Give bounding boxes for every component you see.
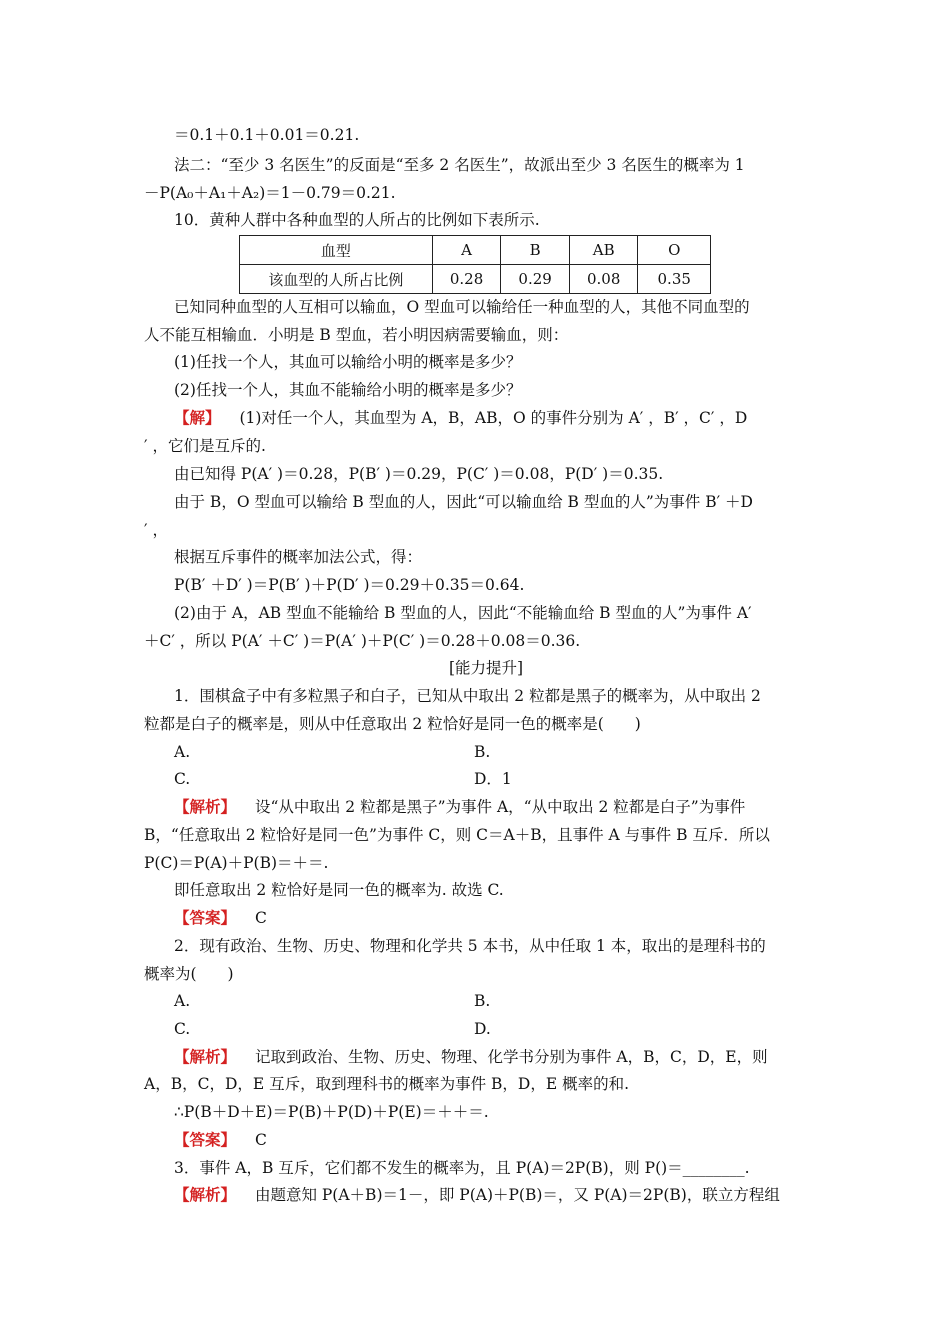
text-line: －P(A₀＋A₁＋A₂)＝1－0.79＝0.21. (144, 184, 396, 202)
text-line: 根据互斥事件的概率加法公式，得： (174, 548, 423, 566)
text-line: 粒都是白子的概率是，则从中任意取出 2 粒恰好是同一色的概率是( ) (144, 715, 641, 733)
text-line (174, 408, 747, 428)
text-line: B，“任意取出 2 粒恰好是同一色”为事件 C，则 C＝A＋B，且事件 A 与事件 B 互斥．所以 (144, 826, 770, 844)
option-a: A. (174, 992, 191, 1010)
answer-tag: 【答案】 (174, 908, 237, 927)
blood-type-table (239, 235, 711, 294)
table-cell: 0.35 (638, 265, 711, 294)
analysis-text: 记取到政治、生物、历史、物理、化学书分别为事件 A，B，C，D，E，则 (254, 1048, 768, 1066)
analysis-text: 设“从中取出 2 粒都是黑子”为事件 A，“从中取出 2 粒都是白子”为事件 (254, 798, 746, 816)
text-line (174, 797, 745, 817)
option-d: D．1 (474, 770, 512, 788)
table-cell: 0.28 (432, 265, 501, 294)
text-line: 人不能互相输血．小明是 B 型血，若小明因病需要输血，则： (144, 326, 569, 344)
text-line: 2．现有政治、生物、历史、物理和化学共 5 本书，从中任取 1 本，取出的是理科书的 (174, 937, 766, 955)
option-b: B. (474, 743, 491, 761)
text-line: (2)任找一个人，其血不能输给小明的概率是多少？ (174, 381, 522, 399)
text-line: ＝0.1＋0.1＋0.01＝0.21. (174, 126, 360, 144)
analysis-tag: 【解析】 (174, 797, 237, 816)
table-row (240, 265, 711, 294)
text-line: 由于 B，O 型血可以输给 B 型血的人，因此“可以输血给 B 型血的人”为事件 B′ ＋D (174, 493, 753, 511)
analysis-tag: 【解析】 (174, 1047, 237, 1066)
option-c: C. (174, 1020, 191, 1038)
text-line (174, 1130, 267, 1150)
text-line (174, 908, 267, 928)
answer-tag: 【答案】 (174, 1130, 237, 1149)
option-d: D. (474, 1020, 491, 1038)
text-line: 1．围棋盒子中有多粒黑子和白子，已知从中取出 2 粒都是黑子的概率为，从中取出 2 (174, 687, 761, 705)
solution-text: (1)对任一个人，其血型为 A，B，AB，O 的事件分别为 A′ ，B′ ，C′ ，D (239, 409, 748, 427)
table-cell: B (501, 236, 570, 265)
text-line: 3．事件 A，B 互斥，它们都不发生的概率为，且 P(A)＝2P(B)，则 P()＝________. (174, 1159, 750, 1177)
text-line: 概率为( ) (144, 965, 234, 983)
text-line: ′ ，它们是互斥的. (144, 437, 266, 455)
text-line: 10．黄种人群中各种血型的人所占的比例如下表所示. (174, 211, 540, 229)
answer-text: C (254, 909, 267, 927)
text-line: (2)由于 A，AB 型血不能输给 B 型血的人，因此“不能输血给 B 型血的人”为事件 A′ (174, 604, 752, 622)
option-a: A. (174, 743, 191, 761)
text-line: P(C)＝P(A)＋P(B)＝＋＝. (144, 854, 329, 872)
section-heading: [能力提升] (449, 659, 524, 677)
text-line: P(B′ ＋D′ )＝P(B′ )＋P(D′ )＝0.29＋0.35＝0.64. (174, 576, 525, 594)
text-line: A，B，C，D，E 互斥，取到理科书的概率为事件 B，D，E 概率的和. (144, 1075, 630, 1093)
table-cell: 0.29 (501, 265, 570, 294)
text-line (174, 1185, 780, 1205)
table-cell: O (638, 236, 711, 265)
text-line: (1)任找一个人，其血可以输给小明的概率是多少？ (174, 353, 522, 371)
text-line: 已知同种血型的人互相可以输血，O 型血可以输给任一种血型的人，其他不同血型的 (174, 298, 750, 316)
table-cell: 血型 (240, 236, 433, 265)
text-line: 法二：“至少 3 名医生”的反面是“至多 2 名医生”，故派出至少 3 名医生的概率为 1 (174, 156, 745, 174)
table-cell: A (432, 236, 501, 265)
text-line: 即任意取出 2 粒恰好是同一色的概率为. 故选 C. (174, 881, 504, 899)
text-line: ′ ， (144, 521, 168, 539)
solution-tag: 【解】 (174, 408, 221, 427)
table-header-row (240, 236, 711, 265)
option-b: B. (474, 992, 491, 1010)
text-line: ∴P(B＋D＋E)＝P(B)＋P(D)＋P(E)＝＋＋＝. (174, 1103, 489, 1121)
analysis-tag: 【解析】 (174, 1185, 237, 1204)
option-c: C. (174, 770, 191, 788)
text-line: ＋C′ ，所以 P(A′ ＋C′ )＝P(A′ )＋P(C′ )＝0.28＋0.08＝0.36. (144, 632, 581, 650)
text-line (174, 1047, 768, 1067)
table-cell: AB (569, 236, 638, 265)
table-cell: 该血型的人所占比例 (240, 265, 433, 294)
analysis-text: 由题意知 P(A＋B)＝1－，即 P(A)＋P(B)＝，又 P(A)＝2P(B)，联立方程组 (254, 1186, 780, 1204)
text-line: 由已知得 P(A′ )＝0.28，P(B′ )＝0.29，P(C′ )＝0.08，P(D′ )＝0.35. (174, 465, 664, 483)
answer-text: C (254, 1131, 267, 1149)
table-cell: 0.08 (569, 265, 638, 294)
